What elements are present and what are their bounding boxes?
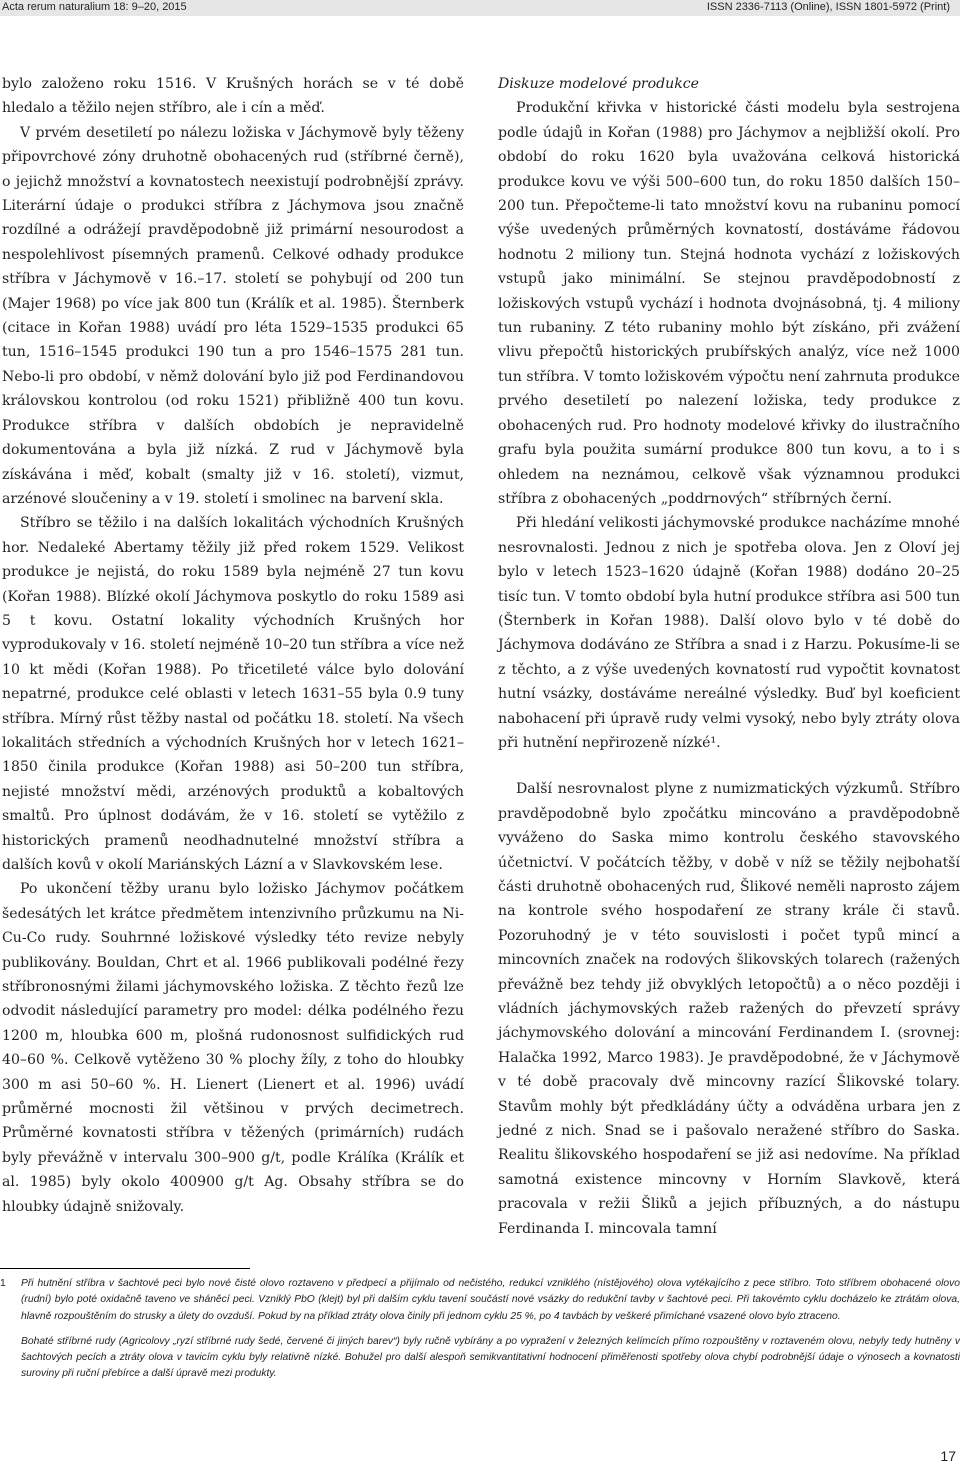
footnote-rule bbox=[0, 1268, 250, 1269]
journal-citation: Acta rerum naturalium 18: 9–20, 2015 bbox=[2, 1, 187, 13]
left-column bbox=[2, 72, 464, 1219]
paragraph: Po ukončení těžby uranu bylo ložisko Jáchymov počátkem šedesátých let krátce předmětem intenzivního průzkumu na Ni-Cu-Co rudy. Souhrnné ložiskové výsledky této revize nebyly publikovány. Bouldan, Chrt et al. 1966 publikovali podélné řezy stříbronosnými žilami jáchymovského ložiska. Z těchto řezů lze odvodit následující parametry pro model: délka podélného řezu 1200 m, hloubka 600 m, plošná rudonosnost sulfidických rud 40–60 %. Celkově vytěženo 30 % plochy žíly, z toho do hloubky 300 m asi 50–60 %. H. Lienert (Lienert et al. 1996) uvádí průměrné mocnosti žil většinou v prvých decimetrech. Průměrné kovnatosti stříbra v těžených (primárních) rudách byly převážně v intervalu 300–900 g/t, podle Králíka (Králík et al. 1985) byly okolo 400900 g/t Ag. Obsahy stříbra se do hloubky údajně snižovaly. bbox=[2, 881, 464, 1215]
paragraph: bylo založeno roku 1516. V Krušných horách se v té době hledalo a těžilo nejen stříbro, ale i cín a měď. bbox=[2, 76, 464, 117]
paragraph: Při hledání velikosti jáchymovské produkce nacházíme mnohé nesrovnalosti. Jednou z nich je spotřeba olova. Jen z Oloví jej bylo v letech 1523–1620 údajně (Kořan 1988) dodáno 20–25 tisíc tun. V tomto období byla hutní produkce stříbra asi 500 tun (Šternberk in Kořan 1988). Další olovo bylo v té době do Jáchymova dodáváno ze Stříbra a snad i z Harzu. Pokusíme-li se z těchto, a z výše uvedených kovnatostí rud vypočtit kovnatost hutní vsázky, dostáváme nereálné výsledky. Buď byl koeficient nabohacení při úpravě rudy velmi vysoký, nebo byly ztráty olova při hutnění nepřirozeně nízké¹. bbox=[498, 515, 960, 751]
footnote-number: 1 bbox=[0, 1278, 6, 1289]
running-header bbox=[0, 0, 960, 16]
section-heading: Diskuze modelové produkce bbox=[498, 76, 700, 92]
footnotes bbox=[0, 1276, 960, 1383]
right-column bbox=[498, 72, 960, 1241]
paragraph: V prvém desetiletí po nálezu ložiska v Jáchymově byly těženy připovrchové zóny druhotně obohacených rud (stříbrné černě), o jejichž množství a kovnatostech neexistují podrobnější zprávy. Literární údaje o produkci stříbra z Jáchymova jsou značně rozdílné a odrážejí pravděpodobně již primární nesourodost a nespolehlivost písemných pramenů. Celkové odhady produkce stříbra v Jáchymově v 16.–17. století se pohybují od 200 tun (Majer 1968) po více jak 800 tun (Králík et al. 1985). Šternberk (citace in Kořan 1988) uvádí pro léta 1529–1535 produkci 65 tun, 1516–1545 produkci 190 tun a pro 1546–1575 281 tun. Nebo-li pro období, v němž dolování bylo již pod Ferdinandovou královskou kontrolou (od roku 1521) přibližně 400 tun kovu. Produkce stříbra v dalších obdobích je nepravidelně dokumentována a byla již nízká. Z rud v Jáchymově byla získávána i měď, kobalt (smalty již v 16. století), vizmut, arzénové sloučeniny a v 19. století i smolinec na barvení skla. bbox=[2, 124, 464, 507]
footnote-text: Při hutnění stříbra v šachtové peci bylo nové čisté olovo roztaveno v předpecí a přijímalo od nečistého, redukcí vzniklého (nístějového) olova vytékajícího z pece stříbro. Toto stříbrem obohacené olovo (rudní) bylo poté oxidačně taveno ve sháněcí peci. Vzniklý PbO (klejt) byl při dalším cyklu tavení součástí nové vsázky do redukční tavby v šachtové peci. Při takovémto cyklu docházelo ke ztrátám olova, hlavně rozpouštěním do strusky a úlety do ovzduší. Pokud by na příklad ztráty olova činily při jednom cyklu 25 %, po 4 tavbách by veškeré přimíchané vsazené olovo bylo ztraceno. bbox=[21, 1278, 960, 1322]
paragraph: Další nesrovnalost plyne z numizmatických výzkumů. Stříbro pravděpodobně bylo zpočátku mincováno a pravděpodobně vyváženo do Saska mimo kontrolu českého stavovského účetnictví. V počátcích těžby, v době v níž se těžily nejbohatší části druhotně obohacených rud, Šlikové neměli naprosto zájem na kontrole svého hospodaření ze strany krále či stavů. Pozoruhodný je v této souvislosti i počet typů mincí a mincovních značek na rodových šlikovských tolarech (ražených převážně bez tehdy již obvyklých letopočtů) a o něco později i vládních jáchymovských ražeb ražených do převzetí správy jáchymovského dolování a mincování Ferdinandem I. (srovnej: Halačka 1992, Marco 1983). Je pravděpodobné, že v Jáchymově v té době pracovaly dvě mincovny razící Šlikovské tolary. Stavům mohly být předkládány účty a odváděna urbara jen z jedné z nich. Snad se i pašovalo neražené stříbro do Saska. Realitu šlikovského hospodaření se již asi nedovíme. Na příklad samotná existence mincovny v Horním Slavkově, která pracovala v režii Šliků a jejich příbuzných, a do nástupu Ferdinanda I. mincovala tamní bbox=[498, 781, 960, 1237]
paragraph: Stříbro se těžilo i na dalších lokalitách východních Krušných hor. Nedaleké Abertamy těžily již před rokem 1529. Velikost produkce je nejistá, do roku 1589 byla nejméně 27 tun kovu (Kořan 1988). Blízké okolí Jáchymova poskytlo do roku 1589 asi 5 t kovu. Ostatní lokality východních Krušných hor vyprodukovaly v 16. století nejméně 10–20 tun stříbra a více než 10 kt mědi (Kořan 1988). Po třicetileté válce bylo dolování nepatrné, produkce celé oblasti v letech 1631–55 byla 0.9 tuny stříbra. Mírný růst těžby nastal od počátku 18. století. Na všech lokalitách středních a východních Krušných hor v letech 1621–1850 činila produkce (Kořan 1988) asi 50–200 tun stříbra, nejisté množství mědi, arzénových produktů a kobaltových smaltů. Pro úplnost dodávám, že v 16. století se vytěžilo z historických pramenů neodhadnutelné množství stříbra a dalších kovů v okolí Mariánských Lázní a v Slavkovském lese. bbox=[2, 515, 464, 873]
page-number: 17 bbox=[940, 1448, 956, 1464]
footnote-text: Bohaté stříbrné rudy (Agricolovy „ryzí stříbrné rudy šedé, červené či jiných barev“) byly ručně vybírány a po vypražení v železných kelímcích přímo rozpouštěny v roztaveném olovu, nebyly tedy hutněny v šachtových pecích a ztráty olova v tavicím cyklu byly relativně nízké. Bohužel pro další alespoň semikvantitativní hodnocení přiměřenosti spotřeby olova chybí podrobnější údaje o výnosech a kovnatosti suroviny při ruční přebírce a další úpravě mezi produkty. bbox=[21, 1335, 960, 1380]
paragraph-gap bbox=[498, 755, 960, 777]
paragraph: Produkční křivka v historické části modelu byla sestrojena podle údajů in Kořan (1988) pro Jáchymov a nejbližší okolí. Pro období do roku 1620 byla uvažována celková historická produkce kovu ve výši 500–600 tun, do roku 1850 dalších 150–200 tun. Přepočteme-li tato množství kovu na rubaninu pomocí výše uvedených průměrných kovnatostí, dostáváme řádovou hodnotu 2 miliony tun. Stejná hodnota vychází z ložiskových vstupů jako minimální. Se stejnou pravděpodobností z ložiskových vstupů vychází i hodnota dvojnásobná, tj. 4 miliony tun rubaniny. Z této rubaniny mohlo být získáno, při zvážení vlivu přepočtů historických prubířských analýz, více než 1000 tun stříbra. V tomto ložiskovém výpočtu není zahrnuta produkce prvého desetiletí po nalezení ložiska, tedy produkce z obohacených rud. Pro hodnoty modelové křivky do ilustračního grafu byla použita sumární produkce 800 tun kovu, a to i s ohledem na neznámou, celkově však významnou produkci stříbra z obohacených „poddrnových“ stříbrných černí. bbox=[498, 100, 960, 507]
issn-info: ISSN 2336-7113 (Online), ISSN 1801-5972 (Print) bbox=[706, 1, 950, 13]
